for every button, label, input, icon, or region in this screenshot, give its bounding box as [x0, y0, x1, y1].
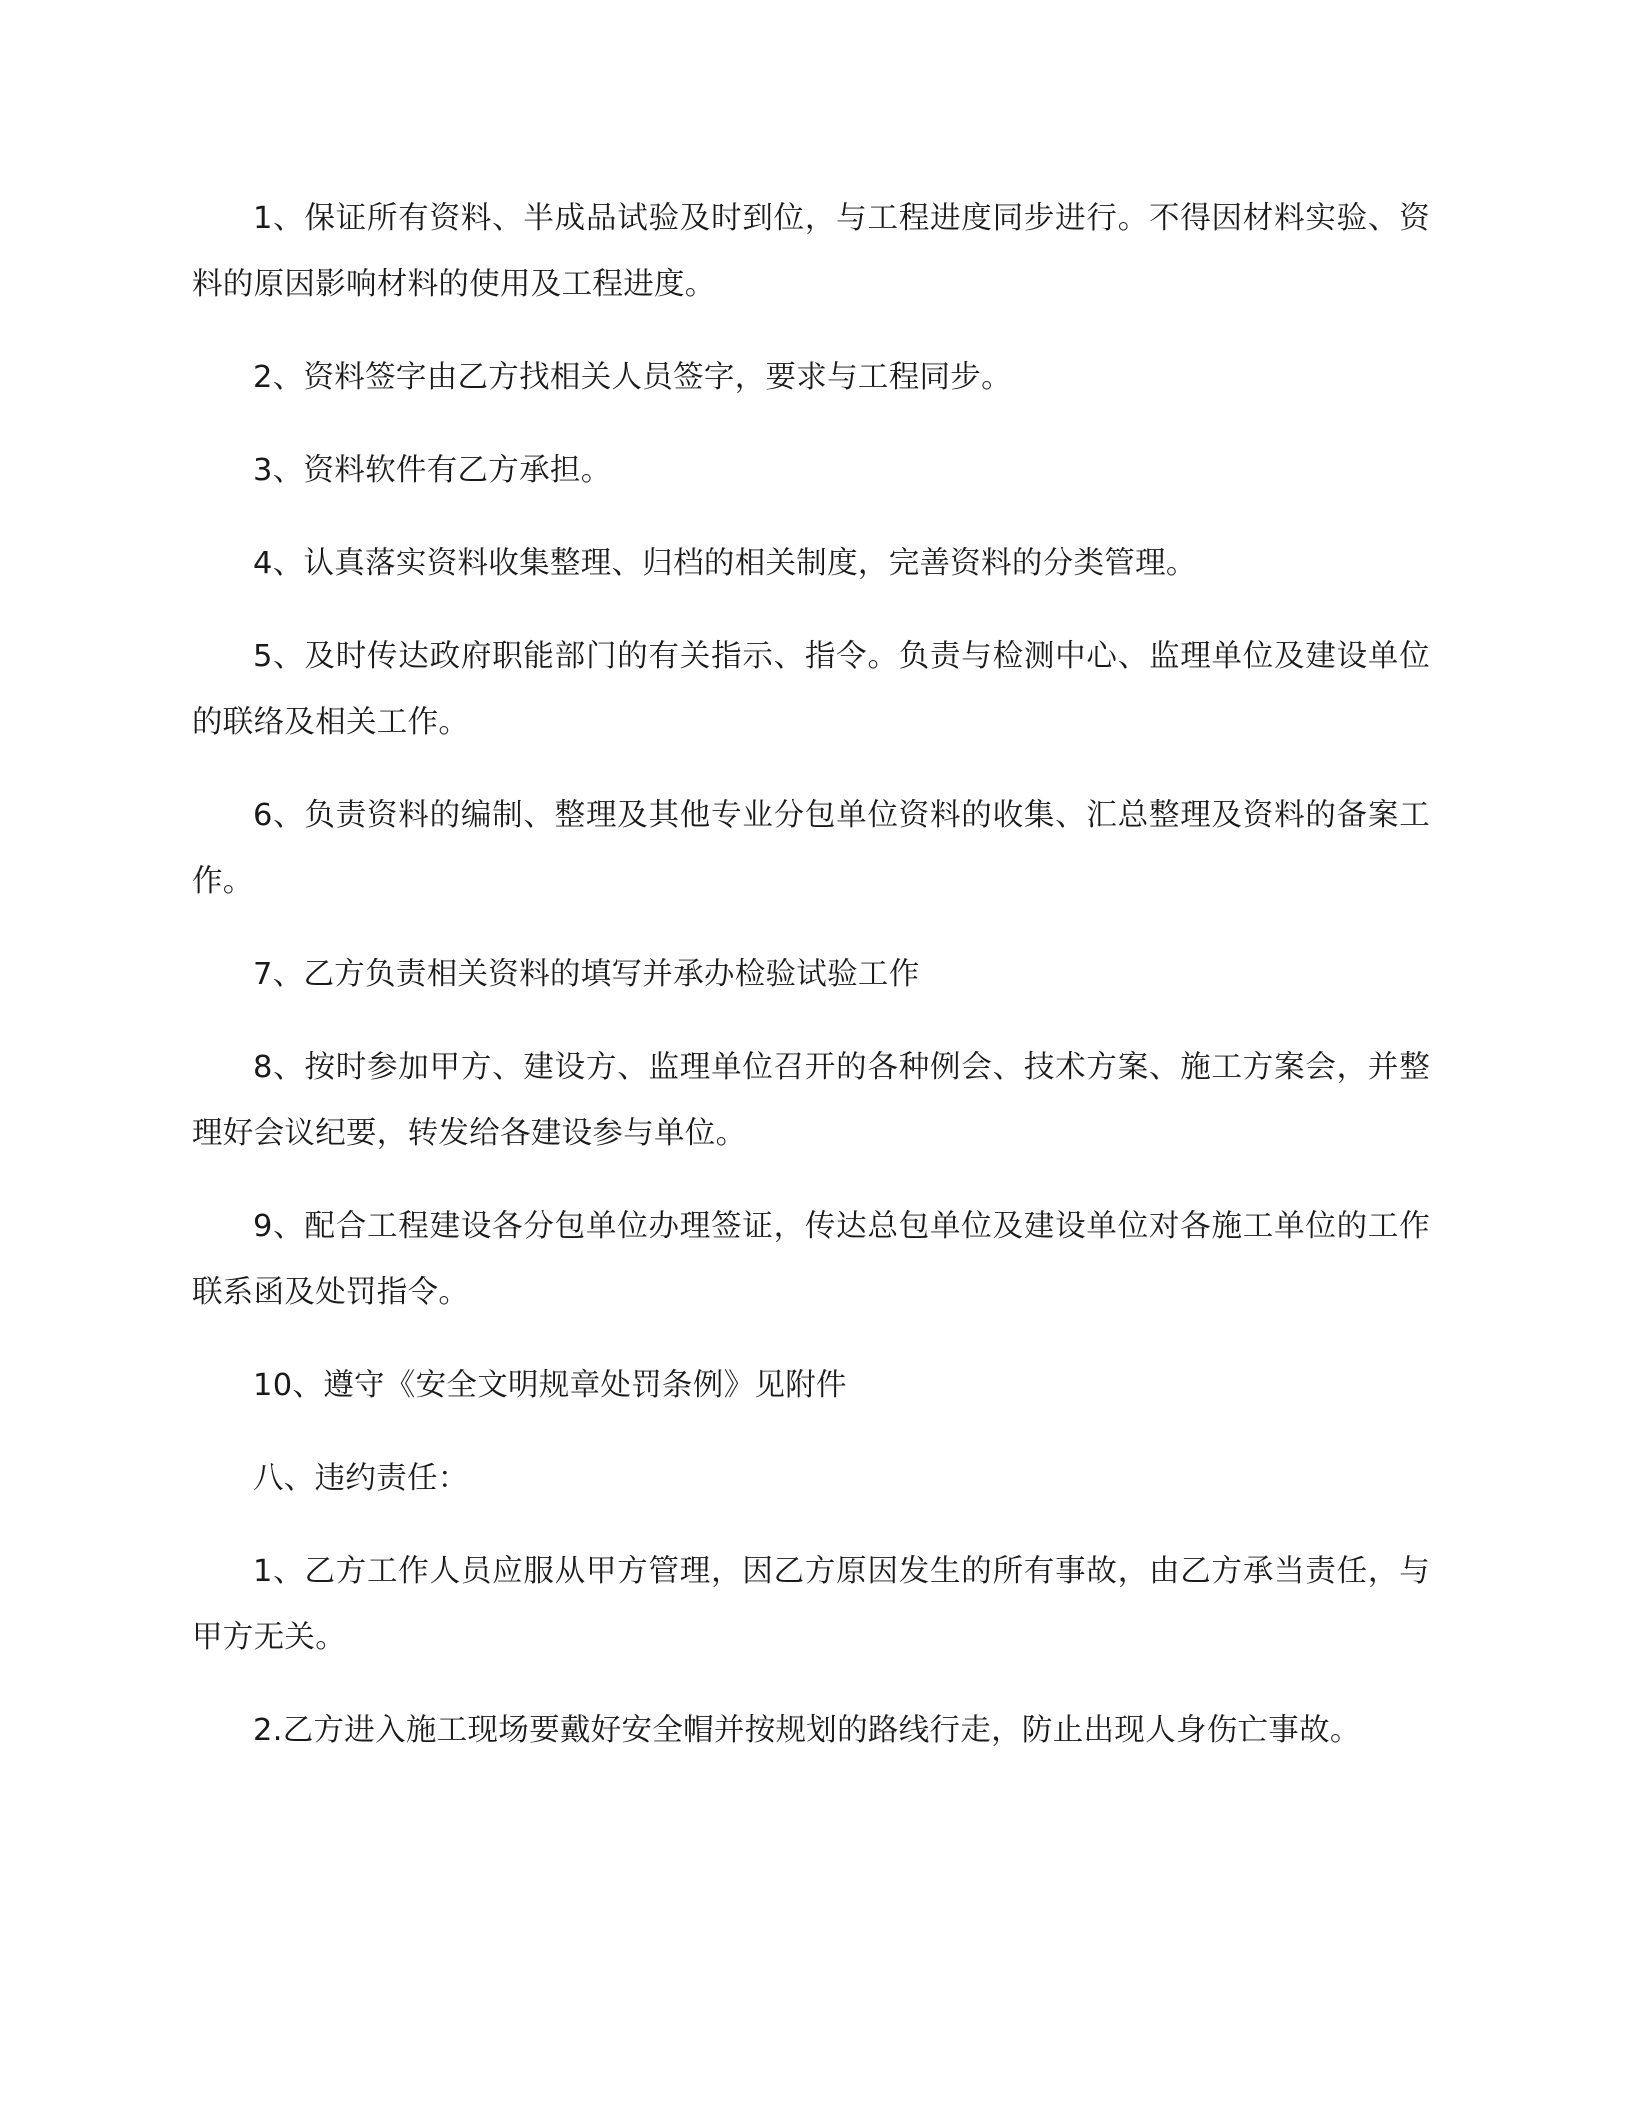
document-body	[192, 186, 1430, 1791]
paragraph-breach-1: 1、乙方工作人员应服从甲方管理，因乙方原因发生的所有事故，由乙方承当责任，与甲方无关。	[192, 1554, 1430, 1655]
paragraph-8: 8、按时参加甲方、建设方、监理单位召开的各种例会、技术方案、施工方案会，并整理好会议纪要，转发给各建设参与单位。	[192, 1050, 1430, 1151]
paragraph-10: 10、遵守《安全文明规章处罚条例》见附件	[253, 1368, 847, 1403]
paragraph-3: 3、资料软件有乙方承担。	[253, 453, 612, 488]
paragraph-4: 4、认真落实资料收集整理、归档的相关制度，完善资料的分类管理。	[253, 546, 1197, 581]
paragraph-9: 9、配合工程建设各分包单位办理签证，传达总包单位及建设单位对各施工单位的工作联系函及处罚指令。	[192, 1209, 1430, 1310]
paragraph-6: 6、负责资料的编制、整理及其他专业分包单位资料的收集、汇总整理及资料的备案工作。	[192, 798, 1430, 899]
paragraph-7: 7、乙方负责相关资料的填写并承办检验试验工作	[253, 957, 920, 992]
paragraph-1: 1、保证所有资料、半成品试验及时到位，与工程进度同步进行。不得因材料实验、资料的原因影响材料的使用及工程进度。	[192, 201, 1430, 302]
section-heading-breach-liability: 八、违约责任：	[253, 1461, 469, 1496]
paragraph-5: 5、及时传达政府职能部门的有关指示、指令。负责与检测中心、监理单位及建设单位的联络及相关工作。	[192, 639, 1430, 740]
paragraph-2: 2、资料签字由乙方找相关人员签字，要求与工程同步。	[253, 360, 1012, 395]
paragraph-breach-2: 2.乙方进入施工现场要戴好安全帽并按规划的路线行走，防止出现人身伤亡事故。	[253, 1713, 1361, 1748]
